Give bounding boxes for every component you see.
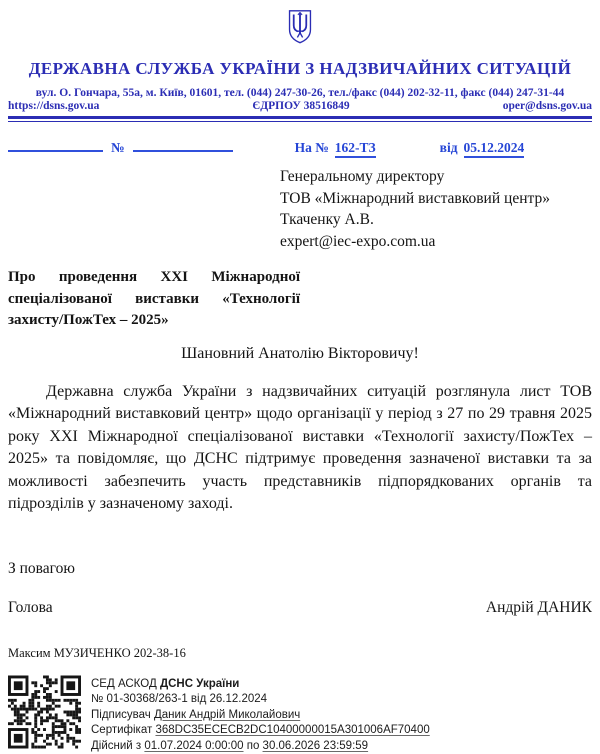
executor-line: Максим МУЗИЧЕНКО 202-38-16 [8, 646, 592, 661]
qr-code-icon [8, 674, 81, 750]
signature-row [8, 599, 592, 617]
stamp-signer-name: Даник Андрій Миколайович [154, 709, 300, 721]
body-paragraph: Державна служба України з надзвичайних ситуацій розглянула лист ТОВ «Міжнародний виставковий центр» щодо організації у період з 27 по 29 травня 2025 року XXI Міжнародної спеціалізованої виставки «Технології захисту/ПожТех – 2025» та повідомляє, що ДСНС підтримує проведення зазначеної виставки та за можливості забезпечить участь представників підпорядкованих органів та підрозділів у зазначеному заході. [8, 381, 592, 516]
org-address-line: вул. О. Гончара, 55а, м. Київ, 01601, тел. (044) 247-30-26, тел./факс (044) 202-32-11, факс (044) 247-31-44 [8, 87, 592, 99]
stamp-valid-label: Дійсний з [91, 740, 141, 752]
stamp-cert-line [91, 723, 430, 739]
stamp-cert-label: Сертифікат [91, 724, 152, 736]
esignature-details [91, 674, 430, 754]
greeting-line: Шановний Анатолію Вікторовичу! [8, 345, 592, 363]
stamp-validity-line [91, 739, 430, 754]
signer-position: Голова [8, 599, 53, 617]
stamp-doc-number-line: № 01-30368/263-1 від 26.12.2024 [91, 692, 430, 708]
esignature-stamp [8, 674, 592, 754]
stamp-signer-line [91, 708, 430, 724]
org-email-link[interactable]: oper@dsns.gov.ua [503, 100, 592, 112]
stamp-system-prefix: СЕД АСКОД [91, 678, 157, 690]
outgoing-date-blank [8, 137, 103, 152]
stamp-system-line [91, 677, 430, 693]
addressee-person: Ткаченку А.В. [280, 209, 592, 231]
number-sign: № [111, 140, 125, 156]
stamp-valid-from: 01.07.2024 0:00:00 [144, 740, 243, 752]
reply-date-label: від [440, 140, 458, 156]
reply-number: 162-ТЗ [335, 140, 376, 158]
letterhead-divider [8, 116, 592, 122]
signer-name: Андрій ДАНИК [486, 599, 592, 617]
reference-row [8, 137, 592, 155]
org-website-link[interactable]: https://dsns.gov.ua [8, 100, 99, 112]
reply-date-group [440, 140, 525, 158]
outgoing-number-blank [133, 137, 233, 152]
stamp-valid-to: 30.06.2026 23:59:59 [263, 740, 369, 752]
addressee-email[interactable]: expert@iec-expo.com.ua [280, 231, 592, 253]
incoming-reference [295, 140, 525, 158]
subject-block: Про проведення XXI Міжнародної спеціалізованої виставки «Технології захисту/ПожТех – 2025» [8, 267, 300, 332]
stamp-valid-to-label: по [247, 740, 260, 752]
addressee-company: ТОВ «Міжнародний виставковий центр» [280, 188, 592, 210]
closing-regards: З повагою [8, 560, 592, 578]
stamp-cert-value: 368DC35ECECB2DC10400000015A301006AF70400 [155, 724, 429, 736]
addressee-block [280, 166, 592, 252]
ukraine-trident-icon [277, 2, 323, 52]
letterhead [8, 2, 592, 52]
reply-label: На № [295, 140, 329, 156]
stamp-signer-label: Підписувач [91, 709, 151, 721]
org-name: ДЕРЖАВНА СЛУЖБА УКРАЇНИ З НАДЗВИЧАЙНИХ СИТУАЦІЙ [8, 59, 592, 79]
org-edrpou: ЄДРПОУ 38516849 [99, 100, 502, 112]
org-contact-row [8, 100, 592, 112]
reply-date-value: 05.12.2024 [464, 140, 525, 158]
addressee-position: Генеральному директору [280, 166, 592, 188]
stamp-system-org: ДСНС України [160, 678, 239, 690]
